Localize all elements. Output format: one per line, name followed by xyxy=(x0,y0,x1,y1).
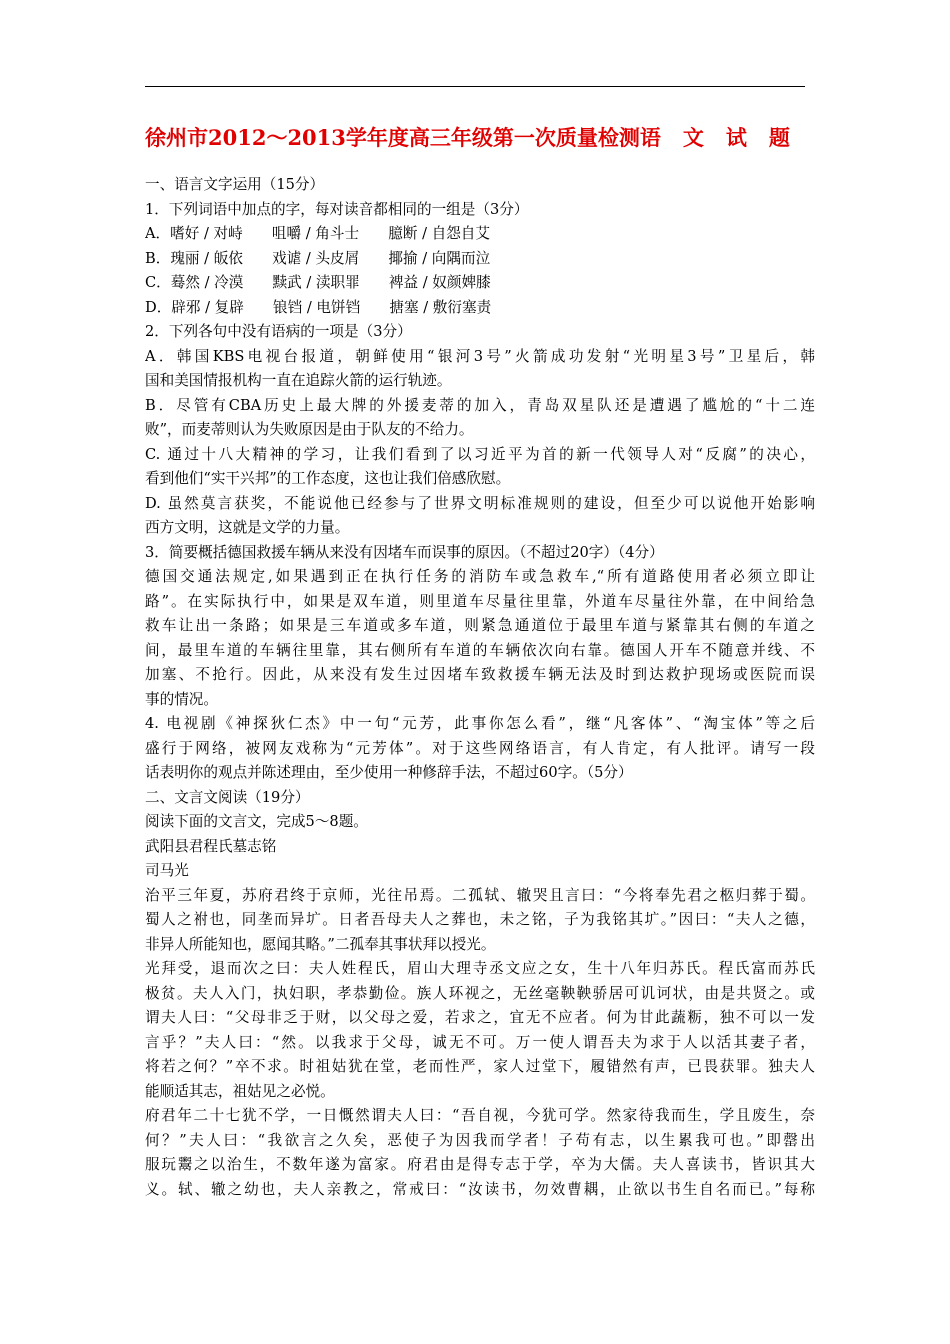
text-line: 看到他们“实干兴邦”的工作态度，这也让我们倍感欣慰。 xyxy=(145,470,511,487)
text-line: 谓夫人曰：“父母非乏于财，以父母之爱，若求之，宜无不应者。何为甘此蔬粝，独不可以一发 xyxy=(145,1009,815,1026)
text-line: 何？”夫人曰：“我欲言之久矣，恶使子为因我而学者！子苟有志，以生累我可也。”即罄出 xyxy=(145,1131,815,1149)
text-line: 司马光 xyxy=(145,862,189,879)
text-line: 国和美国情报机构一直在追踪火箭的运行轨迹。 xyxy=(145,372,452,389)
text-line: C. 通过十八大精神的学习，让我们看到了以习近平为首的新一代领导人对“反腐”的决心， xyxy=(145,445,815,463)
text-line: 路”。在实际执行中，如果是双车道，则里道车尽量往里靠，外道车尽量往外靠，在中间给急 xyxy=(145,592,815,610)
text-line: 武阳县君程氏墓志铭 xyxy=(145,837,277,855)
text-line: 3．简要概括德国救援车辆从来没有因堵车而误事的原因。（不超过20字）（4分） xyxy=(145,543,664,561)
text-line: 间，最里车道的车辆往里靠，其右侧所有车道的车辆依次向右靠。德国人开车不随意并线、不 xyxy=(145,641,815,659)
text-line: A．韩国KBS电视台报道，朝鲜使用“银河3号”火箭成功发射“光明星3号”卫星后，韩 xyxy=(145,347,815,365)
title-char-1: 文 xyxy=(682,125,704,150)
header-rule xyxy=(145,86,805,87)
text-line: 光拜受，退而次之曰：夫人姓程氏，眉山大理寺丞文应之女，生十八年归苏氏。程氏富而苏氏 xyxy=(145,960,815,977)
text-line: 极贫。夫人入门，执妇职，孝恭勤俭。族人环视之，无丝毫鞅鞅骄居可讥诃状，由是共贤之。或 xyxy=(145,984,815,1002)
text-line: 4. 电视剧《神探狄仁杰》中一句“元芳，此事你怎么看”，继“凡客体”、“淘宝体”等之后 xyxy=(145,715,815,732)
text-line: 蜀人之祔也，同垄而异圹。日者吾母夫人之葬也，未之铭，子为我铭其圹。”因曰：“夫人之德， xyxy=(145,911,815,928)
text-line: 二、文言文阅读（19分） xyxy=(145,788,310,806)
text-line: 德国交通法规定,如果遇到正在执行任务的消防车或急救车,“所有道路使用者必须立即让 xyxy=(145,568,815,585)
title-char-3: 题 xyxy=(768,125,790,150)
text-line: 非异人所能知也，愿闻其略。”二孤奉其事状拜以授光。 xyxy=(145,935,496,953)
text-line: 败”，而麦蒂则认为失败原因是由于队友的不给力。 xyxy=(145,421,474,438)
text-line: 义。轼、辙之幼也，夫人亲教之，常戒曰：“汝读书，勿效曹耦，止欲以书生自名而已。”每称 xyxy=(145,1180,815,1198)
text-line: B．瑰丽 / 皈依 戏谑 / 头皮屑 揶揄 / 向隅而泣 xyxy=(145,249,491,267)
title-char-2: 试 xyxy=(725,125,747,150)
text-line: 话表明你的观点并陈述理由，至少使用一种修辞手法，不超过60字。（5分） xyxy=(145,764,633,781)
text-line: 言乎？”夫人曰：“然。以我求于父母，诚无不可。万一使人谓吾夫为求于人以活其妻子者， xyxy=(145,1033,815,1051)
text-line: 府君年二十七犹不学，一日慨然谓夫人曰：“吾自视，今犹可学。然家待我而生，学且废生，奈 xyxy=(145,1107,815,1124)
title-main: 徐州市2012～2013学年度高三年级第一次质量检测语 xyxy=(145,125,661,150)
text-line: 救车让出一条路；如果是三车道或多车道，则紧急通道位于最里车道与紧靠其右侧的车道之 xyxy=(145,617,815,634)
document-body xyxy=(145,173,815,1202)
text-line: 将若之何？”卒不求。时祖姑犹在堂，老而性严，家人过堂下，履错然有声，已畏获罪。独夫人 xyxy=(145,1058,815,1075)
text-line: 2．下列各句中没有语病的一项是（3分） xyxy=(145,323,412,340)
text-line: B．尽管有CBA历史上最大牌的外援麦蒂的加入，青岛双星队还是遭遇了尴尬的“十二连 xyxy=(145,396,815,414)
text-line: 加塞、不抢行。因此，从来没有发生过因堵车致救援车辆无法及时到达救护现场或医院而误 xyxy=(145,666,815,683)
page-title xyxy=(145,124,815,152)
text-line: 盛行于网络，被网友戏称为“元芳体”。对于这些网络语言，有人肯定，有人批评。请写一段 xyxy=(145,739,815,757)
text-line: C．蓦然 / 冷漠 黩武 / 渎职罪 裨益 / 奴颜婢膝 xyxy=(145,274,491,291)
text-line: 阅读下面的文言文，完成5～8题。 xyxy=(145,813,368,830)
text-line: 治平三年夏，苏府君终于京师，光往吊焉。二孤轼、辙哭且言曰：“今将奉先君之柩归葬于蜀。 xyxy=(145,886,815,904)
text-line: 西方文明，这就是文学的力量。 xyxy=(145,519,350,536)
text-line: 服玩鬻之以治生，不数年遂为富家。府君由是得专志于学，卒为大儒。夫人喜读书，皆识其大 xyxy=(145,1156,815,1173)
text-line: D. 虽然莫言获奖，不能说他已经参与了世界文明标准规则的建设，但至少可以说他开始影响 xyxy=(145,494,815,512)
text-line: 1．下列词语中加点的字，每对读音都相同的一组是（3分） xyxy=(145,200,529,218)
text-line: D．辟邪 / 复辟 锒铛 / 电饼铛 搪塞 / 敷衍塞责 xyxy=(145,298,492,316)
text-line: A．嗜好 / 对峙 咀嚼 / 角斗士 臆断 / 自怨自艾 xyxy=(145,225,491,242)
text-line: 能顺适其志，祖姑见之必悦。 xyxy=(145,1082,335,1100)
text-line: 一、语言文字运用（15分） xyxy=(145,176,325,193)
text-line: 事的情况。 xyxy=(145,690,218,708)
